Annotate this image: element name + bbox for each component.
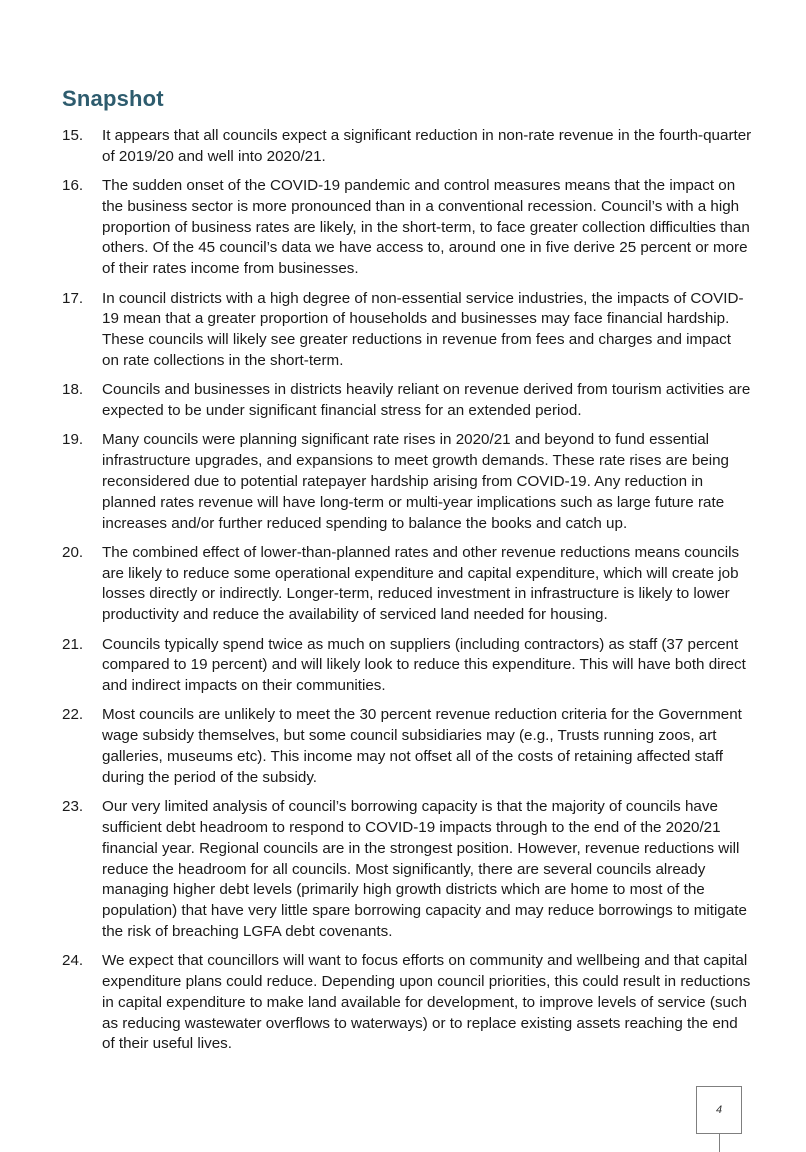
paragraph-number: 18. — [62, 381, 84, 399]
paragraph-text: Our very limited analysis of council’s borrowing capacity is that the majority of councils have sufficient debt headroom to respond to COVID-19 impacts through to the end of the 2020/21 financial year. Regional councils are in the strongest position. However, revenue reductions will reduce the headroom for all councils. Most significantly, there are several councils already managing higher debt levels (primarily high growth districts which are home to most of the population) that have very little spare borrowing capacity and may reduce borrowings to mitigate the risk of breaching LGFA debt covenants. — [102, 798, 747, 940]
paragraph-number: 15. — [62, 127, 84, 144]
paragraph-item — [62, 705, 752, 788]
paragraph-item — [62, 797, 752, 943]
paragraph-item — [62, 635, 752, 697]
paragraph-item — [62, 126, 752, 168]
paragraph-number: 22. — [62, 706, 84, 724]
paragraph-number: 23. — [62, 798, 84, 816]
section-heading: Snapshot — [62, 86, 164, 111]
paragraph-text: In council districts with a high degree of non-essential service industries, the impacts of COVID-19 mean that a greater proportion of households and businesses may face financial hardship. These councils will likely see greater reductions in revenue from fees and charges and impact on rate collections in the short-term. — [102, 289, 744, 369]
paragraph-item — [62, 380, 752, 422]
paragraph-number: 20. — [62, 543, 84, 561]
paragraph-number: 16. — [62, 177, 84, 195]
numbered-paragraph-list — [62, 126, 752, 1064]
paragraph-text: It appears that all councils expect a significant reduction in non-rate revenue in the fourth-quarter of 2019/20 and well into 2020/21. — [102, 127, 752, 165]
paragraph-number: 19. — [62, 431, 84, 449]
paragraph-item — [62, 430, 752, 534]
paragraph-text: We expect that councillors will want to focus efforts on community and wellbeing and that capital expenditure plans could reduce. Depending upon council priorities, this could result in reductions in capital expenditure to make land available for development, to improve levels of service (such as reducing wastewater overflows to waterways) or to replace existing assets reaching the end of their useful lives. — [102, 952, 751, 1053]
paragraph-number: 21. — [62, 635, 84, 653]
paragraph-text: Councils and businesses in districts heavily reliant on revenue derived from tourism activities are expected to be under significant financial stress for an extended period. — [102, 381, 751, 420]
paragraph-item — [62, 543, 752, 626]
page-number-box — [696, 1086, 742, 1134]
paragraph-item — [62, 289, 752, 372]
paragraph-item — [62, 951, 752, 1055]
page-number-tick-line — [719, 1134, 720, 1152]
paragraph-text: Many councils were planning significant rate rises in 2020/21 and beyond to fund essential infrastructure upgrades, and expansions to meet growth demands. These rate rises are being reconsidered due to potential ratepayer hardship arising from COVID-19. Any reduction in planned rates revenue will have long-term or multi-year implications such as large future rate increases and/or further reduced spending to balance the books and catch up. — [102, 431, 729, 532]
paragraph-text: The sudden onset of the COVID-19 pandemic and control measures means that the impact on the business sector is more pronounced than in a conventional recession. Council’s with a high proportion of business rates are likely, in the short-term, to face greater collection difficulties than others. Of the 45 council’s data we have access to, around one in five derive 25 percent or more of their rates income from businesses. — [102, 177, 750, 278]
paragraph-number: 17. — [62, 289, 84, 307]
paragraph-text: The combined effect of lower-than-planned rates and other revenue reductions means councils are likely to reduce some operational expenditure and capital expenditure, which will create job losses directly or indirectly. Longer-term, reduced investment in infrastructure is likely to lower productivity and reduce the availability of serviced land needed for housing. — [102, 543, 740, 624]
paragraph-item — [62, 176, 752, 280]
paragraph-text: Most councils are unlikely to meet the 30 percent revenue reduction criteria for the Government wage subsidy themselves, but some council subsidiaries may (e.g., Trusts running zoos, art galleries, museums etc). This income may not offset all of the costs of retaining affected staff during the period of the subsidy. — [102, 706, 742, 786]
paragraph-number: 24. — [62, 952, 84, 970]
paragraph-text: Councils typically spend twice as much on suppliers (including contractors) as staff (37 percent compared to 19 percent) and will likely look to reduce this expenditure. This will have both direct and indirect impacts on their communities. — [102, 635, 746, 695]
page-number: 4 — [715, 1104, 723, 1116]
